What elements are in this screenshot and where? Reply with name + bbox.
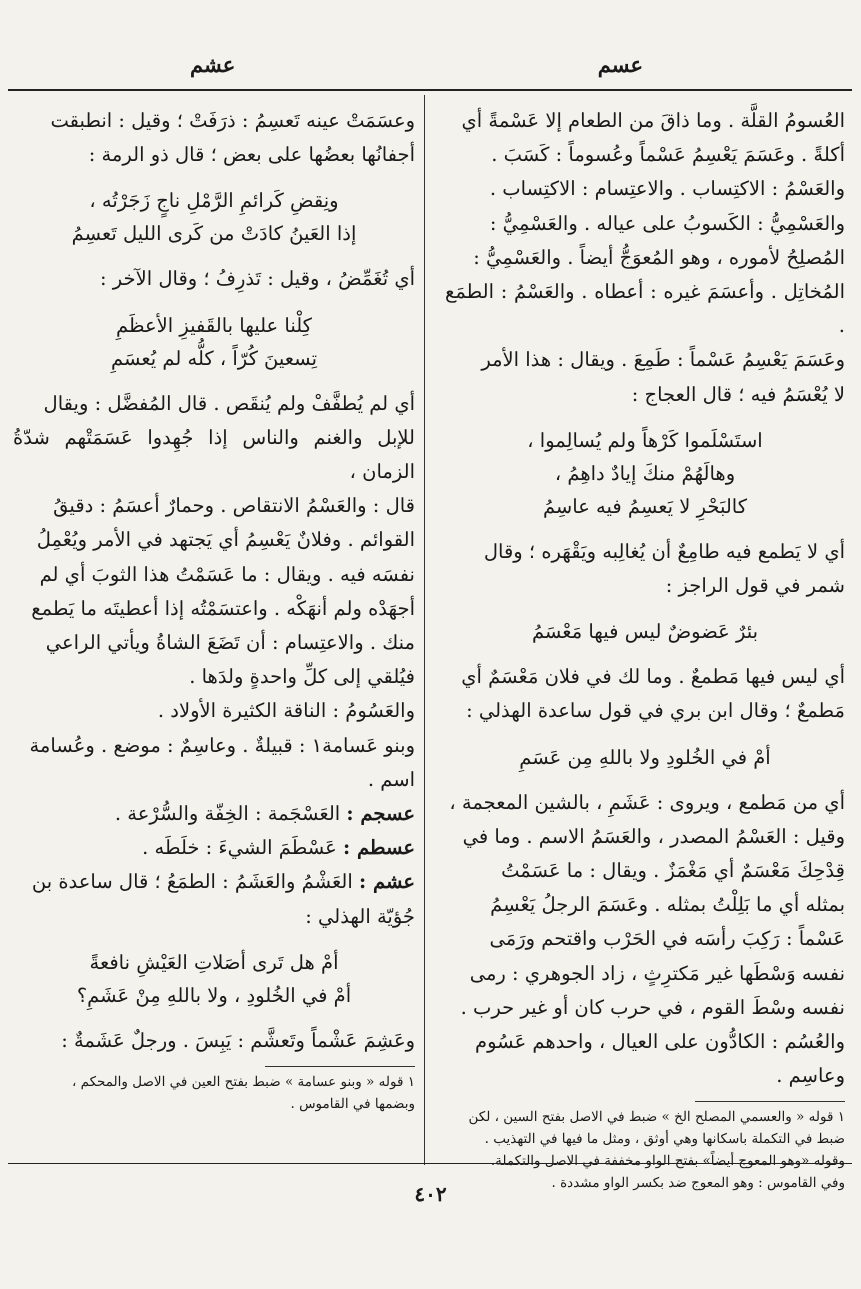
text-line: أكلةً . وعَسَمَ يَعْسِمُ عَسْماً وعُسوماً : كَسَبَ . (491, 143, 845, 167)
text-line: أي لا يَطمع فيه طامِعٌ أن يُغالِبه ويَقْهَره ؛ وقال (483, 539, 845, 563)
text-line: أي ليس فيها مَطمعٌ . وما لك في فلان مَعْسَمٌ أي (461, 665, 845, 689)
entry-line (13, 865, 415, 899)
right-column-body (445, 104, 845, 1093)
entry-headword: عسطم : (343, 836, 415, 860)
page-number: ٤٠٢ (414, 1182, 447, 1206)
text-line: نفسه وَسْطَها غير مَكترِثٍ ، زاد الجوهري : رمى (469, 961, 845, 985)
verse-spacing (445, 774, 845, 786)
verse-line: كِلْنا عليها بالقَفيزِ الأعظَمِ (116, 313, 312, 337)
footnote-line: ضبط في التكملة باسكانها وهي أوثق ، ومثل ما فيها في التهذيب . (484, 1131, 845, 1148)
text-line: أجهَدْه ولم أنهَكْه . واعتسَمْتُه إذا أعطيتَه ما يَطمع (31, 596, 415, 620)
verse-line: تِسعينَ كُرّاً ، كلُّه لم يُعسَمِ (110, 346, 318, 370)
text-line: وبنو عَسامة١ : قبيلةٌ . وعاسِمٌ : موضع . وعُسامة (29, 733, 415, 757)
left-footnote-rule (265, 1066, 415, 1067)
verse-line: وهالَهُمْ منكَ إيادٌ داهِمُ ، (554, 461, 736, 485)
bottom-rule (8, 1163, 852, 1164)
left-column (13, 104, 415, 1115)
left-header-word: عشم (190, 52, 236, 77)
verse-spacing (445, 729, 845, 741)
text-line: وعَشِمَ عَشْماً وتَعشَّم : يَبِسَ . ورجلٌ عَشَمةٌ : (61, 1028, 415, 1052)
verse-spacing (13, 1012, 415, 1024)
verse-spacing (445, 523, 845, 535)
text-line: المُصلِحُ لأموره ، وهو المُعوَجُّ أيضاً . والعَسْمِيُّ : (473, 245, 845, 269)
entry-line (13, 797, 415, 831)
text-line: قِدْحِكَ مَعْسَمٌ أي مَغْمَزٌ . ويقال : ما عَسَمْتُ (501, 859, 845, 883)
verse-spacing (13, 934, 415, 946)
verse-spacing (13, 375, 415, 387)
verse-spacing (445, 603, 845, 615)
top-rule (8, 89, 852, 91)
text-line: مَطمعٌ ؛ وقال ابن بري في قول ساعدة الهذلي : (466, 699, 845, 723)
footnote-line: وبضمها في القاموس . (290, 1096, 415, 1113)
verse-spacing (445, 412, 845, 424)
text-line: نفسه وسْطَ القوم ، في حرب كان أو غير حرب . (460, 995, 845, 1019)
text-line: شمر في قول الراجز : (665, 574, 845, 598)
text-line: عَسْماً : رَكِبَ رأسَه في الحَرْب واقتحم ورَمَى (489, 927, 845, 951)
text-line: منك . والاعتِسام : أن تَضَعَ الشاةُ ويأتي الراعي (45, 631, 415, 655)
text-line: والعَسُومُ : الناقة الكثيرة الأولاد . (157, 699, 415, 723)
text-line: فيُلقي إلى كلِّ واحدةٍ ولدَها . (189, 665, 415, 689)
verse-line: أمْ هل تَرى أصَلاتِ العَيْشِ نافعةً (89, 950, 339, 974)
left-column-body (13, 104, 415, 1058)
text-line: وعاسِم . (776, 1064, 845, 1088)
verse-spacing (13, 297, 415, 309)
footnote-line: ١ قوله « والعسمي المصلح الخ » ضبط في الاصل بفتح السين ، لكن (468, 1109, 845, 1126)
entry-headword: عسجم : (346, 802, 415, 826)
entry-text: عَسْطَمَ الشيءَ : خلَطَه . (142, 836, 343, 860)
text-line: والعُسُم : الكادُّون على العيال ، واحدهم عَسُوم (475, 1030, 845, 1054)
text-line: قال : والعَسْمُ الانتقاص . وحمارٌ أعسَمُ : دقيقُ (53, 494, 415, 518)
entry-line (13, 831, 415, 865)
verse-spacing (13, 172, 415, 184)
right-footnote-rule (695, 1101, 845, 1102)
entry-text: العَسْجَمة : الخِفّة والسُّرْعة . (114, 802, 347, 826)
text-line: العُسومُ القلَّة . وما ذاقَ من الطعام إلا عَسْمةً أي (461, 109, 845, 132)
footnote-line: وقوله «وهو المعوج أيضاً» بفتح الواو مخففة في الاصل والتكملة. (490, 1153, 845, 1170)
text-line: اسم . (367, 767, 415, 791)
verse-line: كالبَحْرِ لا يَعسِمُ فيه عاسِمُ (542, 494, 748, 518)
text-line: لا يُعْسَمُ فيه ؛ قال العجاج : (631, 382, 845, 406)
right-column (445, 104, 845, 1194)
verse-line: أمْ في الخُلودِ ، ولا باللهِ مِنْ عَشَمِ؟ (76, 983, 352, 1007)
text-line: أي تُغَمِّضُ ، وقيل : تَذرِفُ ؛ وقال الآخر : (100, 267, 415, 291)
text-line: والعَسْمُ : الاكتِساب . والاعتِسام : الاكتِساب . (489, 177, 845, 201)
footnote-line: ١ قوله « وبنو عسامة » ضبط بفتح العين في الاصل والمحكم ، (71, 1074, 415, 1091)
text-line: وعَسَمَ يَعْسِمُ عَسْماً : طَمِعَ . ويقال : هذا الأمر (481, 348, 845, 372)
text-line: جُؤيّة الهذلي : (305, 904, 415, 928)
text-line: القوائم . وفلانٌ يَعْسِمُ أي يَجتهد في الأمر ويُعْمِلُ (36, 528, 415, 552)
text-line: وعسَمَتْ عينه تَعسِمُ : ذرَفَتْ ؛ وقيل : انطبقت (50, 109, 415, 132)
text-line: والعَسْمِيُّ : الكَسوبُ على عياله . والعَسْمِيُّ : (489, 211, 845, 235)
verse-line: إذا العَينُ كادَتْ من كَرى الليل تَعسِمُ (71, 222, 357, 246)
text-line: بمثله أي ما بَلِلْتُ بمثله . وعَسَمَ الرجلُ يَعْسِمُ (490, 893, 845, 917)
verse-spacing (445, 648, 845, 660)
verse-line: بئرٌ عَضوضٌ ليس فيها مَعْسَمُ (531, 620, 759, 644)
left-footnotes (13, 1071, 415, 1115)
text-line: نفسَه فيه . ويقال : ما عَسَمْتُ هذا الثوبَ أي لم (39, 562, 415, 586)
text-line: أجفانُها بعضُها على بعض ؛ قال ذو الرمة : (88, 143, 415, 167)
text-line: وقيل : العَسْمُ المصدر ، والعَسَمُ الاسم . وما في (462, 824, 845, 848)
text-line: للإبل والغنم والناس إذا جُهِدوا عَسَمَتْهم شدّةُ الزمان ، (13, 425, 415, 484)
text-line: أي لم يُطفَّفْ ولم يُنقَص . قال المُفضَّل : ويقال (43, 391, 415, 415)
right-header-word: عسم (597, 52, 643, 77)
footnote-line: وفي القاموس : وهو المعوج ضد بكسر الواو مشددة . (551, 1175, 845, 1192)
verse-spacing (13, 250, 415, 262)
verse-line: استَسْلَموا كَرْهاً ولم يُسالِموا ، (527, 428, 763, 452)
verse-line: ونِقضِ كَرائمِ الرَّمْلِ ناجٍ زَجَرْتُه ، (89, 189, 339, 213)
text-line: المُخاتِل . وأعسَمَ غيره : أعطاه . والعَسْمُ : الطمَع . (445, 280, 845, 338)
text-line: أي من مَطمع ، ويروى : عَشَمِ ، بالشين المعجمة ، (449, 790, 845, 814)
entry-headword: عشم : (359, 870, 415, 894)
entry-text: العَشْمُ والعَشَمُ : الطمَعُ ؛ قال ساعدة بن (31, 870, 359, 894)
column-divider (424, 95, 425, 1165)
verse-line: أمْ في الخُلودِ ولا باللهِ مِن عَسَمِ (519, 745, 771, 769)
